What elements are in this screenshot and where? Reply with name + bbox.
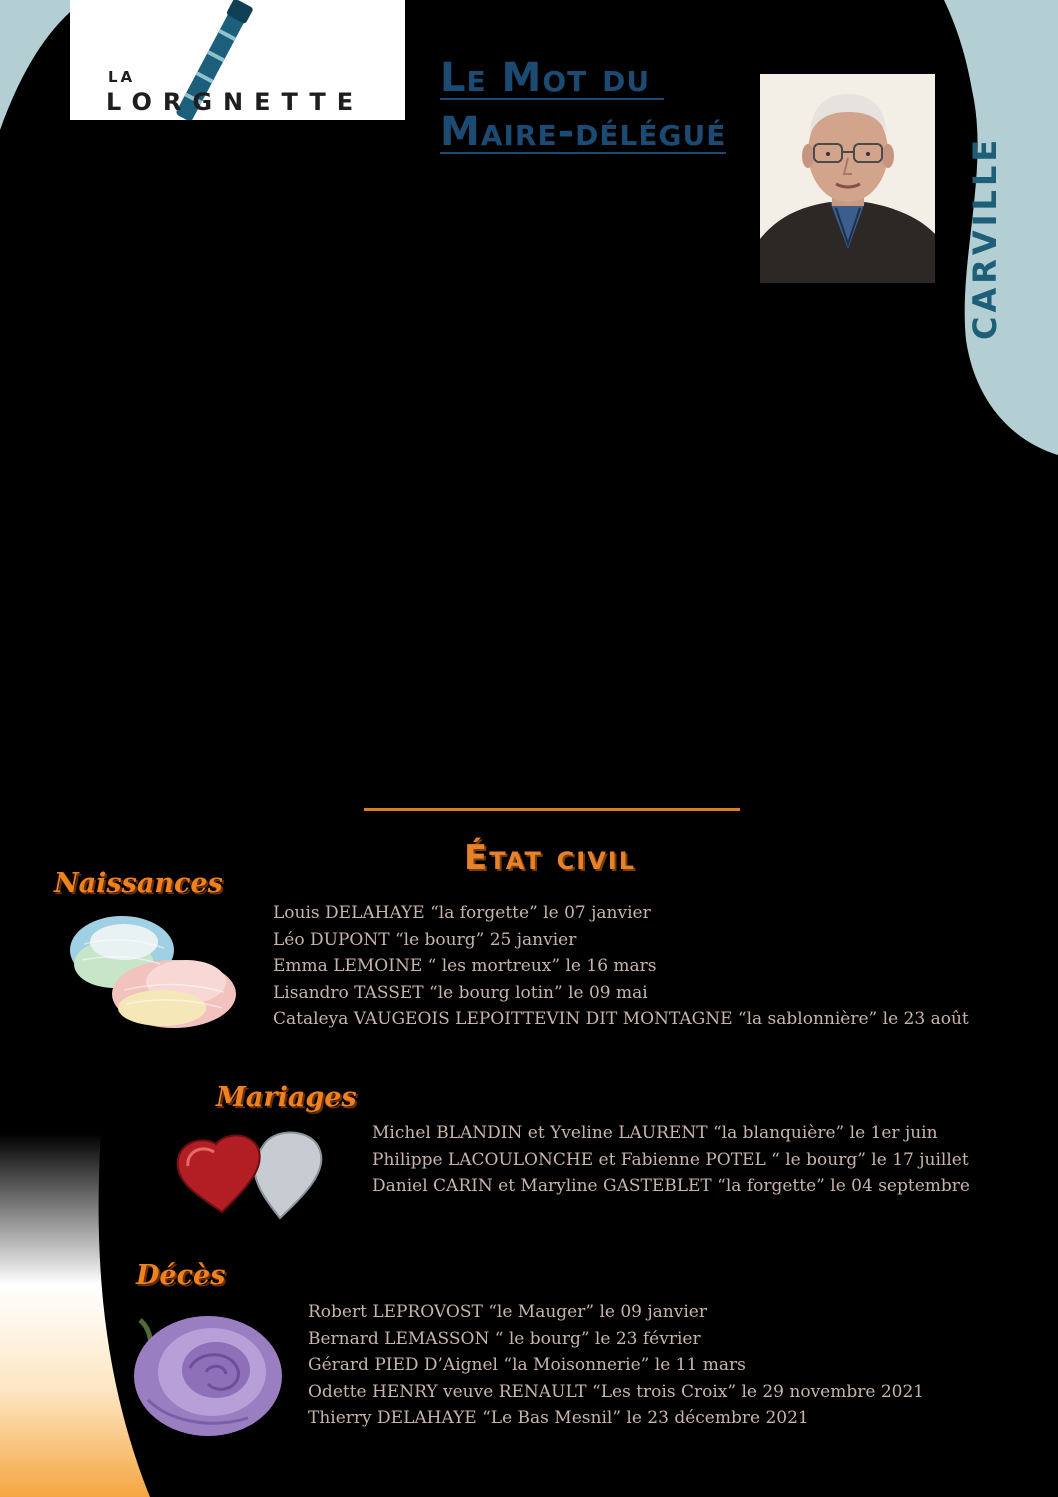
list-item: Daniel CARIN et Maryline GASTEBLET “la forgette” le 04 septembre [372, 1176, 970, 1196]
rose-icon [128, 1310, 288, 1440]
deces-heading: Décès [136, 1260, 226, 1291]
lorgnette-logo [70, 0, 405, 120]
list-item: Bernard LEMASSON “ le bourg” le 23 février [308, 1328, 701, 1349]
list-item: Philippe LACOULONCHE et Fabienne POTEL “ le bourg” le 17 juillet [372, 1149, 969, 1170]
portrait-illustration [760, 74, 935, 283]
list-item: Cataleya VAUGEOIS LEPOITTEVIN DIT MONTAGNE “la sablonnière” le 23 août [273, 1009, 969, 1029]
hearts-icon [168, 1126, 338, 1226]
list-item: Odette HENRY veuve RENAULT “Les trois Croix” le 29 novembre 2021 [308, 1381, 925, 1402]
logo-name: LORGNETTE [106, 88, 365, 116]
page-title-line-2: Maire-délégué [440, 109, 727, 155]
commune-name: CARVILLE [966, 135, 1004, 340]
list-item: Louis DELAHAYE “la forgette” le 07 janvier [273, 903, 651, 923]
mariages-list [372, 1120, 970, 1200]
list-item: Gérard PIED D’Aignel “la Moisonnerie” le 11 mars [308, 1355, 746, 1375]
deces-list [308, 1299, 924, 1432]
list-item: Léo DUPONT “le bourg” 25 janvier [273, 929, 577, 950]
naissances-list [273, 900, 969, 1033]
list-item: Thierry DELAHAYE “Le Bas Mesnil” le 23 décembre 2021 [308, 1408, 809, 1428]
baby-booties-illustration [64, 904, 240, 1036]
page-title-line-1: Le Mot du [440, 58, 664, 100]
mayor-portrait [760, 74, 935, 283]
etat-civil-heading: État civil [464, 838, 636, 878]
list-item: Robert LEPROVOST “le Mauger” le 09 janvier [308, 1302, 707, 1322]
naissances-heading: Naissances [54, 868, 223, 899]
list-item: Lisandro TASSET “le bourg lotin” le 09 mai [273, 982, 648, 1003]
logo-prefix: LA [108, 68, 136, 86]
list-item: Emma LEMOINE “ les mortreux” le 16 mars [273, 956, 657, 976]
section-divider [364, 808, 740, 811]
list-item: Michel BLANDIN et Yveline LAURENT “la blanquière” le 1er juin [372, 1123, 938, 1143]
mariages-heading: Mariages [216, 1082, 357, 1113]
